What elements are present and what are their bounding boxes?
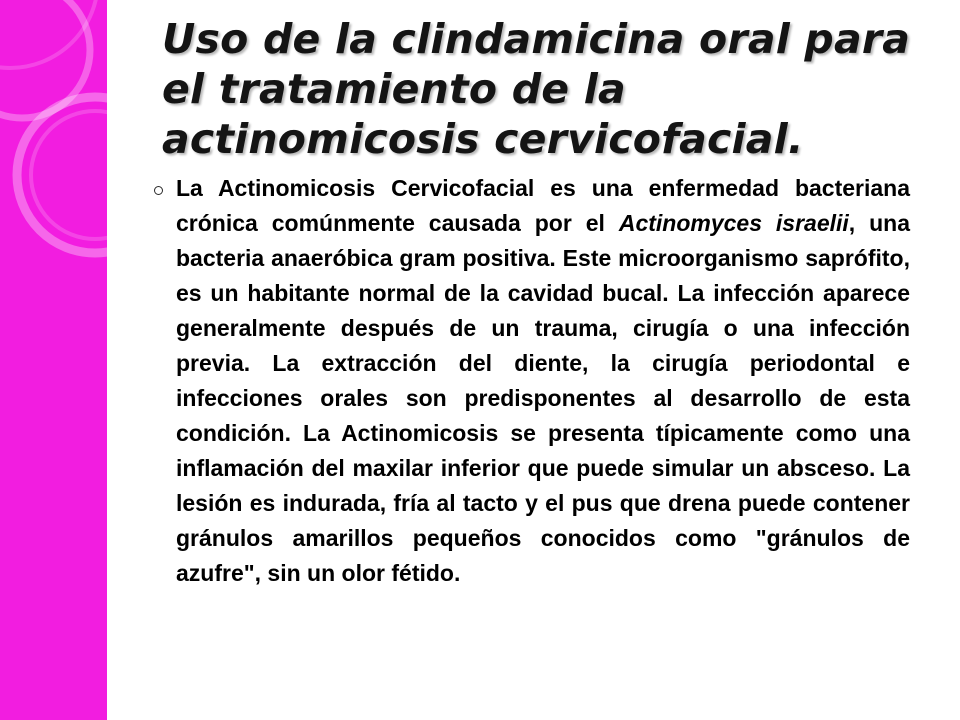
- organism-name: Actinomyces israelii: [618, 210, 849, 236]
- bullet-item: [150, 171, 910, 591]
- decorative-side-band: [0, 0, 107, 720]
- bullet-text-part-1: La Actinomicosis Cervicofacial es una enfermedad bacteriana crónica comúnmente causada por el: [176, 175, 910, 236]
- decorative-circles: [0, 0, 107, 720]
- bullet-icon: [154, 186, 163, 195]
- slide-content: [150, 171, 910, 591]
- slide-title: Uso de la clindamicina oral para el tratamiento de la actinomicosis cervicofacial.: [162, 15, 911, 163]
- bullet-text: [176, 171, 910, 591]
- bullet-text-part-2: , una bacteria anaeróbica gram positiva. Este microorganismo saprófito, es un habitante normal de la cavidad bucal. La infección aparece generalmente después de un trauma, cirugía o una infección previa. La extracción del diente, la cirugía periodontal e infecciones orales son predisponentes al desarrollo de esta condición. La Actinomicosis se presenta típicamente como una inflamación del maxilar inferior que puede simular un absceso. La lesión es indurada, fría al tacto y el pus que drena puede contener gránulos amarillos pequeños conocidos como "gránulos de azufre", sin un olor fétido.: [176, 210, 910, 586]
